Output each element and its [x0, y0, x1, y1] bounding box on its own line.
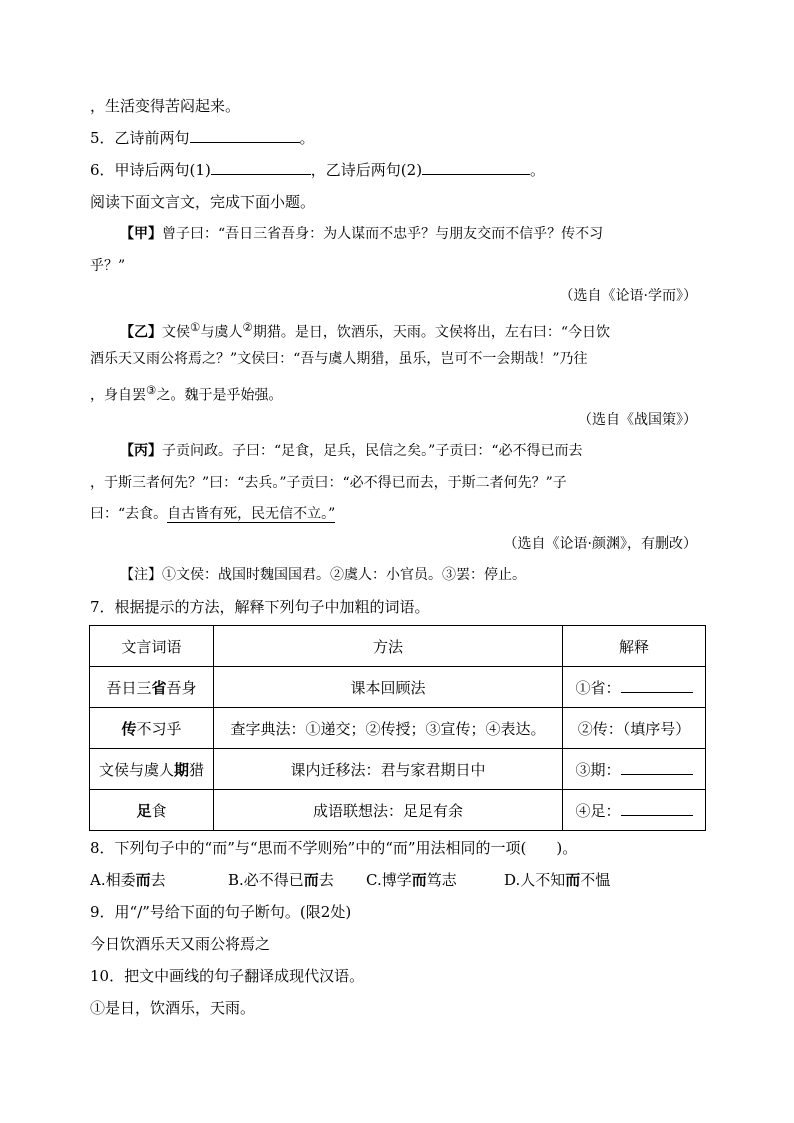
- method-cell: 课本回顾法: [214, 667, 563, 708]
- answer-blank[interactable]: [621, 678, 693, 693]
- option-d[interactable]: D.人不知而不愠: [504, 871, 611, 889]
- answer-cell: ②传：（填序号）: [563, 708, 706, 749]
- answer-blank[interactable]: [190, 128, 300, 143]
- question-10-item: ①是日，饮酒乐，天雨。: [90, 999, 256, 1017]
- passage-jia-line: 【甲】曾子曰：“吾日三省吾身：为人谋而不忠乎？与朋友交而不信乎？传不习: [120, 226, 604, 242]
- question-8-options: [90, 870, 610, 890]
- question-7: 7．根据提示的方法，解释下列句子中加粗的词语。: [90, 598, 430, 616]
- table-header: 解释: [563, 626, 706, 667]
- answer-blank[interactable]: [422, 160, 530, 175]
- passage-yi-line: 酒乐天又雨公将焉之？”文侯曰：“吾与虞人期猎，虽乐，岂可不一会期哉！”乃往: [90, 351, 588, 367]
- method-cell: 成语联想法：足足有余: [214, 790, 563, 831]
- table-header: 文言词语: [90, 626, 214, 667]
- question-5: 5．乙诗前两句 。: [90, 129, 315, 147]
- passage-yi-line: ，身自罢③之。魏于是乎始强。: [90, 383, 283, 404]
- table-header: 方法: [214, 626, 563, 667]
- word-cell: 文侯与虞人期猎: [90, 749, 214, 790]
- answer-blank[interactable]: [621, 760, 693, 775]
- passage-bing-line: 【丙】子贡问政。子曰：“足食，足兵，民信之矣。”子贡曰：“必不得已而去: [120, 443, 583, 459]
- passage-bing-line: ，于斯三者何先？”曰：“去兵。”子贡曰：“必不得已而去，于斯二者何先？”子: [90, 475, 567, 491]
- source-citation: （选自《战国策》）: [578, 412, 697, 428]
- underlined-sentence: 自古皆有死，民无信不立。”: [167, 506, 336, 522]
- word-cell: 吾日三省吾身: [90, 667, 214, 708]
- answer-blank[interactable]: [621, 801, 693, 816]
- answer-blank[interactable]: [211, 160, 311, 175]
- notes: 【注】①文侯：战国时魏国国君。②虞人：小官员。③罢：停止。: [120, 567, 526, 583]
- vocab-table: [89, 625, 706, 831]
- source-citation: （选自《论语·颜渊》，有删改）: [503, 536, 697, 552]
- word-cell: 足食: [90, 790, 214, 831]
- passage-bing-line: 曰：“去食。自古皆有死，民无信不立。”: [90, 506, 336, 522]
- answer-cell: ③期：: [563, 749, 706, 790]
- text-line: ，生活变得苦闷起来。: [90, 97, 241, 115]
- table-row: [90, 749, 706, 790]
- question-8: 8．下列句子中的“而”与“思而不学则殆”中的“而”用法相同的一项( )。: [90, 839, 578, 857]
- option-a[interactable]: A.相委而去: [90, 871, 166, 889]
- table-row: [90, 708, 706, 749]
- passage-yi-line: 【乙】文侯①与虞人②期猎。是日，饮酒乐，天雨。文侯将出，左右曰：“今日饮: [120, 320, 611, 341]
- answer-cell: ④足：: [563, 790, 706, 831]
- method-cell: 课内迁移法：君与家君期日中: [214, 749, 563, 790]
- option-c[interactable]: C.博学而笃志: [366, 871, 457, 889]
- question-10: 10．把文中画线的句子翻译成现代汉语。: [90, 967, 365, 985]
- source-citation: （选自《论语·学而》）: [559, 288, 697, 304]
- instruction: 阅读下面文言文，完成下面小题。: [90, 193, 316, 211]
- table-header-row: [90, 626, 706, 667]
- passage-jia-line: 乎？”: [90, 258, 126, 274]
- table-row: [90, 667, 706, 708]
- answer-cell: ①省：: [563, 667, 706, 708]
- question-9: 9．用“/”号给下面的句子断句。(限2处): [90, 903, 352, 921]
- option-b[interactable]: B.必不得已而去: [228, 871, 334, 889]
- word-cell: 传不习乎: [90, 708, 214, 749]
- method-cell: 查字典法：①递交；②传授；③宣传；④表达。: [214, 708, 563, 749]
- question-9-sentence: 今日饮酒乐天又雨公将焉之: [90, 935, 271, 953]
- table-row: [90, 790, 706, 831]
- question-6: 6．甲诗后两句(1) ，乙诗后两句(2) 。: [90, 161, 546, 179]
